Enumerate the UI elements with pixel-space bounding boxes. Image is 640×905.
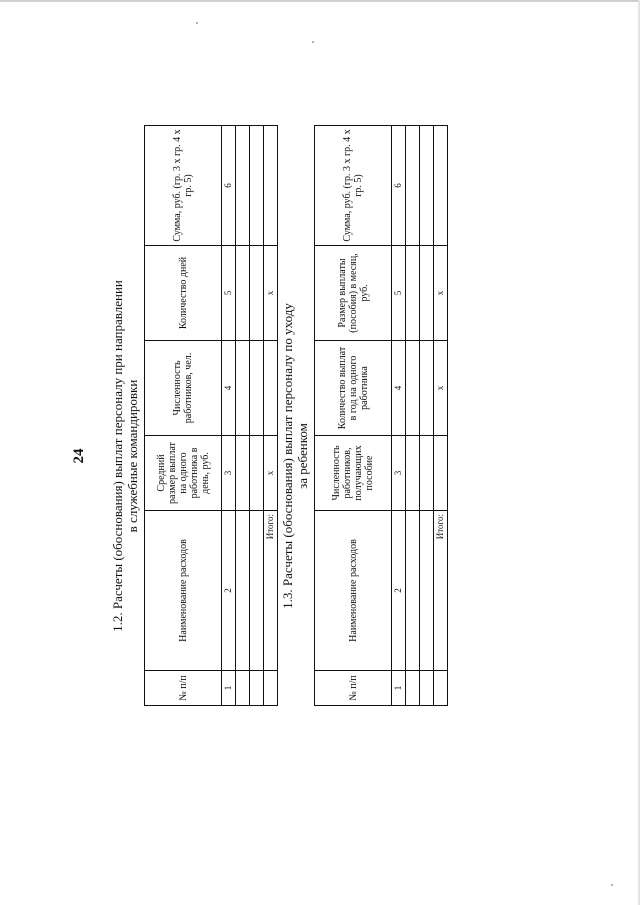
total-sum-cell xyxy=(434,126,448,246)
section-1-3-title-line-1: 1.3. Расчеты (обоснования) выплат персоналу по уходу xyxy=(280,303,295,609)
col-header-payments-per-year: Количество выплат в год на одного работника xyxy=(315,341,392,436)
rotated-page-content xyxy=(55,46,455,866)
table-cell xyxy=(406,341,420,436)
page-number: 24 xyxy=(71,448,87,464)
table-cell xyxy=(250,671,264,706)
table-header-row xyxy=(315,126,392,706)
total-label: Итого: xyxy=(434,511,448,671)
col-number: 6 xyxy=(222,126,236,246)
col-header-expense-name: Наименование расходов xyxy=(315,511,392,671)
table-cell xyxy=(236,246,250,341)
table-cell xyxy=(406,671,420,706)
table-cell xyxy=(420,126,434,246)
total-mark xyxy=(264,341,278,436)
col-header-expense-name: Наименование расходов xyxy=(145,511,222,671)
table-cell xyxy=(236,436,250,511)
total-mark: x xyxy=(264,436,278,511)
column-number-row xyxy=(222,126,236,706)
table-cell xyxy=(236,511,250,671)
total-mark: x xyxy=(434,246,448,341)
table-cell xyxy=(406,126,420,246)
table-cell xyxy=(420,246,434,341)
childcare-table xyxy=(314,125,448,706)
table-cell xyxy=(250,341,264,436)
section-1-3-title-line-2: за ребенком xyxy=(295,423,310,489)
total-sum-cell xyxy=(264,126,278,246)
table-cell xyxy=(420,511,434,671)
total-mark xyxy=(434,436,448,511)
col-number: 2 xyxy=(222,511,236,671)
table-cell xyxy=(264,671,278,706)
table-cell xyxy=(250,511,264,671)
table-row xyxy=(420,126,434,706)
table-header-row xyxy=(145,126,222,706)
col-header-recipients: Численность работников, получающих пособие xyxy=(315,436,392,511)
table-cell xyxy=(406,246,420,341)
total-label: Итого: xyxy=(264,511,278,671)
scan-speck xyxy=(611,884,613,886)
section-1-2-title-line-1: 1.2. Расчеты (обоснования) выплат персоналу при направлении xyxy=(110,280,125,632)
table-cell xyxy=(236,671,250,706)
total-mark: x xyxy=(434,341,448,436)
col-header-sum: Сумма, руб. (гр. 3 x гр. 4 x гр. 5) xyxy=(145,126,222,246)
col-header-monthly-amount: Размер выплаты (пособия) в месяц, руб. xyxy=(315,246,392,341)
table-cell xyxy=(420,341,434,436)
table-row xyxy=(236,126,250,706)
table-row xyxy=(250,126,264,706)
col-header-sum: Сумма, руб. (гр. 3 x гр. 4 x гр. 5) xyxy=(315,126,392,246)
table-cell xyxy=(236,341,250,436)
table-cell xyxy=(420,436,434,511)
table-row xyxy=(406,126,420,706)
total-mark: x xyxy=(264,246,278,341)
col-number: 6 xyxy=(392,126,406,246)
table-cell xyxy=(250,126,264,246)
col-number: 4 xyxy=(222,341,236,436)
col-header-avg-payment: Средний размер выплат на одного работника в день, руб. xyxy=(145,436,222,511)
business-trip-table xyxy=(144,125,278,706)
col-number: 1 xyxy=(392,671,406,706)
scan-speck xyxy=(312,41,314,43)
table-cell xyxy=(236,126,250,246)
table-cell xyxy=(434,671,448,706)
col-number: 5 xyxy=(392,246,406,341)
scan-top-edge xyxy=(0,0,640,2)
col-number: 5 xyxy=(222,246,236,341)
column-number-row xyxy=(392,126,406,706)
table-cell xyxy=(406,511,420,671)
total-row xyxy=(264,126,278,706)
section-1-3-title xyxy=(280,46,310,866)
col-header-days: Количество дней xyxy=(145,246,222,341)
section-1-2-title-line-2: в служебные командировки xyxy=(125,379,140,533)
col-header-headcount: Численность работников, чел. xyxy=(145,341,222,436)
table-cell xyxy=(250,246,264,341)
table-cell xyxy=(250,436,264,511)
col-number: 3 xyxy=(392,436,406,511)
col-number: 1 xyxy=(222,671,236,706)
col-header-num: № п/п xyxy=(145,671,222,706)
col-number: 4 xyxy=(392,341,406,436)
col-number: 2 xyxy=(392,511,406,671)
col-header-num: № п/п xyxy=(315,671,392,706)
col-number: 3 xyxy=(222,436,236,511)
table-cell xyxy=(420,671,434,706)
total-row xyxy=(434,126,448,706)
scan-speck xyxy=(196,22,198,24)
table-cell xyxy=(406,436,420,511)
section-1-2-title xyxy=(110,46,140,866)
